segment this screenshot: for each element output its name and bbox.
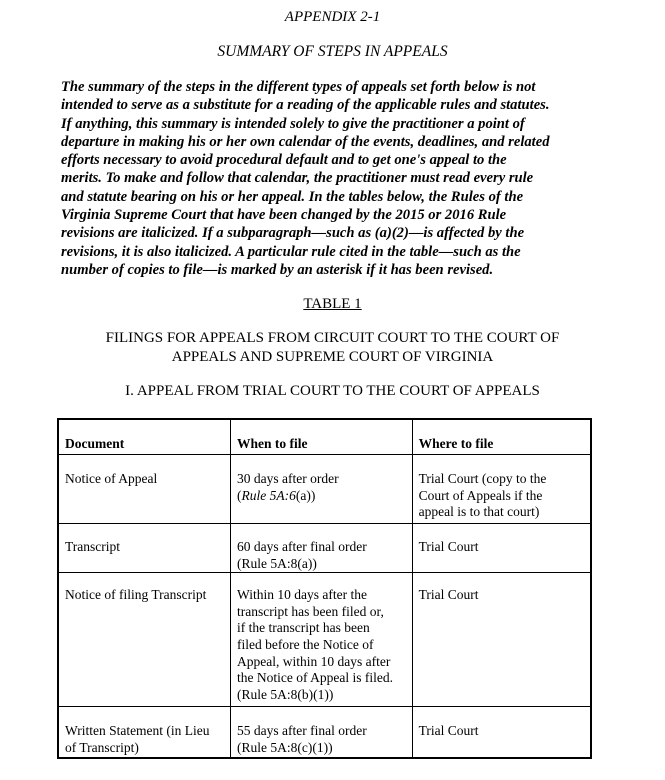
header-document: Document [58, 419, 231, 455]
table-label-text: TABLE 1 [303, 296, 362, 312]
cell-when [231, 573, 413, 707]
intro-line: merits. To make and follow that calendar, the practitioner must read every rule [61, 170, 534, 187]
cell-line: 55 days after final order [237, 723, 367, 739]
cell-line: 60 days after final order [237, 539, 367, 554]
filings-table [57, 418, 592, 759]
cell-where [412, 524, 591, 573]
intro-line: Virginia Supreme Court that have been changed by the 2015 or 2016 Rule [61, 207, 507, 224]
cell-where [412, 707, 591, 758]
cell-document [58, 707, 231, 758]
cell-line: transcript has been filed or, [237, 603, 384, 619]
cell-line: Notice of Appeal [65, 471, 158, 486]
filings-heading-line: APPEALS AND SUPREME COURT OF VIRGINIA [171, 349, 494, 365]
cell-line: Court of Appeals if the [418, 487, 543, 503]
cell-line: Transcript [65, 539, 121, 554]
intro-line: intended to serve as a substitute for a reading of the applicable rules and statutes. [61, 97, 550, 114]
cell-line: appeal is to that court) [418, 504, 540, 520]
table-label [0, 296, 665, 313]
cell-line: 30 days after order [237, 471, 339, 486]
header-when-to-file: When to file [231, 419, 413, 455]
cell-line: (Rule 5A:8(b)(1)) [237, 686, 334, 702]
table-header-row [58, 419, 591, 455]
header-where-to-file: Where to file [412, 419, 591, 455]
appendix-label: APPENDIX 2-1 [284, 9, 381, 25]
cell-line: of Transcript) [65, 739, 139, 755]
cell-where [412, 455, 591, 524]
intro-line: departure in making his or her own calendar of the events, deadlines, and related [61, 133, 550, 150]
cell-line: if the transcript has been [237, 620, 370, 636]
intro-line: The summary of the steps in the different types of appeals set forth below is not [61, 79, 536, 95]
cell-line: Notice of filing Transcript [65, 587, 207, 603]
intro-line: number of copies to file—is marked by an asterisk if it has been revised. [61, 261, 494, 278]
cell-line: Trial Court [418, 723, 479, 739]
cell-line: the Notice of Appeal is filed. [237, 670, 394, 686]
page-title: SUMMARY OF STEPS IN APPEALS [217, 43, 448, 60]
intro-line: revisions are italicized. If a subparagraph—such as (a)(2)—is affected by the [61, 225, 525, 242]
section-heading: I. APPEAL FROM TRIAL COURT TO THE COURT OF APPEALS [125, 383, 540, 399]
cell-line: (Rule 5A:6(a)) [237, 487, 316, 503]
rule-suffix: (a)) [295, 487, 316, 503]
intro-line: and statute bearing on his or her appeal. In the tables below, the Rules of the [61, 188, 524, 205]
table-row [58, 573, 591, 707]
table-row [58, 455, 591, 524]
filings-heading [0, 329, 665, 367]
rule-italic: Rule 5A:6 [241, 487, 296, 503]
cell-document [58, 573, 231, 707]
intro-line: revisions, it is also italicized. A particular rule cited in the table—such as the [61, 243, 521, 260]
cell-when [231, 707, 413, 758]
table-row [58, 524, 591, 573]
cell-where [412, 573, 591, 707]
cell-line: Within 10 days after the [237, 587, 367, 603]
cell-document [58, 455, 231, 524]
cell-when [231, 524, 413, 573]
cell-document [58, 524, 231, 573]
intro-paragraph [61, 78, 601, 279]
intro-line: If anything, this summary is intended solely to give the practitioner a point of [61, 115, 525, 132]
table-row [58, 707, 591, 758]
cell-line: Trial Court [418, 587, 479, 603]
cell-line: (Rule 5A:8(a)) [237, 555, 317, 571]
cell-line: Appeal, within 10 days after [237, 653, 391, 669]
cell-line: Written Statement (in Lieu [65, 723, 210, 739]
cell-line: filed before the Notice of [237, 636, 374, 652]
cell-line: (Rule 5A:8(c)(1)) [237, 739, 333, 755]
cell-line: Trial Court (copy to the [418, 471, 547, 486]
intro-line: efforts necessary to avoid procedural default and to get one's appeal to the [61, 152, 507, 169]
filings-heading-line: FILINGS FOR APPEALS FROM CIRCUIT COURT TO THE COURT OF [105, 330, 560, 346]
cell-line: Trial Court [418, 539, 479, 554]
cell-when [231, 455, 413, 524]
